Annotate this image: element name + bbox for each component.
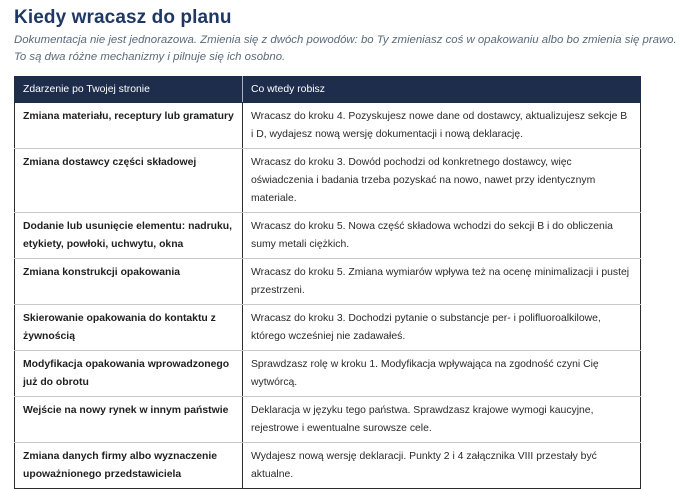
events-table (14, 76, 641, 489)
action-cell: Wydajesz nową wersję deklaracji. Punkty 2 i 4 załącznika VIII przestały być aktualne. (243, 443, 641, 489)
event-cell: Dodanie lub usunięcie elementu: nadruku, etykiety, powłoki, uchwytu, okna (15, 213, 243, 259)
event-cell: Modyfikacja opakowania wprowadzonego już do obrotu (15, 351, 243, 397)
table-row (15, 443, 641, 489)
event-cell: Zmiana danych firmy albo wyznaczenie upoważnionego przedstawiciela (15, 443, 243, 489)
action-cell: Wracasz do kroku 3. Dochodzi pytanie o substancje per- i polifluoroalkilowe, którego wcześniej nie zadawałeś. (243, 305, 641, 351)
column-header-action: Co wtedy robisz (243, 77, 641, 103)
action-cell: Wracasz do kroku 5. Zmiana wymiarów wpływa też na ocenę minimalizacji i pustej przestrzeni. (243, 259, 641, 305)
page-title: Kiedy wracasz do planu (14, 7, 232, 28)
action-cell: Wracasz do kroku 5. Nowa część składowa wchodzi do sekcji B i do obliczenia sumy metali ciężkich. (243, 213, 641, 259)
table-row (15, 259, 641, 305)
event-cell: Wejście na nowy rynek w innym państwie (15, 397, 243, 443)
action-cell: Deklaracja w języku tego państwa. Sprawdzasz krajowe wymogi kaucyjne, rejestrowe i ewentualne surowsze cele. (243, 397, 641, 443)
action-cell: Wracasz do kroku 3. Dowód pochodzi od konkretnego dostawcy, więc oświadczenia i badania trzeba pozyskać na nowo, nawet przy identycznym materiale. (243, 149, 641, 213)
page-subtitle (14, 32, 686, 66)
action-cell: Wracasz do kroku 4. Pozyskujesz nowe dane od dostawcy, aktualizujesz sekcje B i D, wydajesz nową wersję dokumentacji i nową deklarację. (243, 103, 641, 149)
event-cell: Zmiana konstrukcji opakowania (15, 259, 243, 305)
table-row (15, 103, 641, 149)
page (14, 6, 686, 489)
action-cell: Sprawdzasz rolę w kroku 1. Modyfikacja wpływająca na zgodność czyni Cię wytwórcą. (243, 351, 641, 397)
table-row (15, 305, 641, 351)
subtitle-line-1: Dokumentacja nie jest jednorazowa. Zmienia się z dwóch powodów: bo Ty zmieniasz coś w opakowaniu albo bo zmienia się prawo. (14, 34, 677, 46)
column-header-event: Zdarzenie po Twojej stronie (15, 77, 243, 103)
subtitle-line-2: To są dwa różne mechanizmy i pilnuje się ich osobno. (14, 51, 286, 63)
event-cell: Skierowanie opakowania do kontaktu z żywnością (15, 305, 243, 351)
table-row (15, 213, 641, 259)
table-row (15, 149, 641, 213)
table-row (15, 351, 641, 397)
event-cell: Zmiana materiału, receptury lub gramatury (15, 103, 243, 149)
table-header-row (15, 77, 641, 103)
table-row (15, 397, 641, 443)
event-cell: Zmiana dostawcy części składowej (15, 149, 243, 213)
